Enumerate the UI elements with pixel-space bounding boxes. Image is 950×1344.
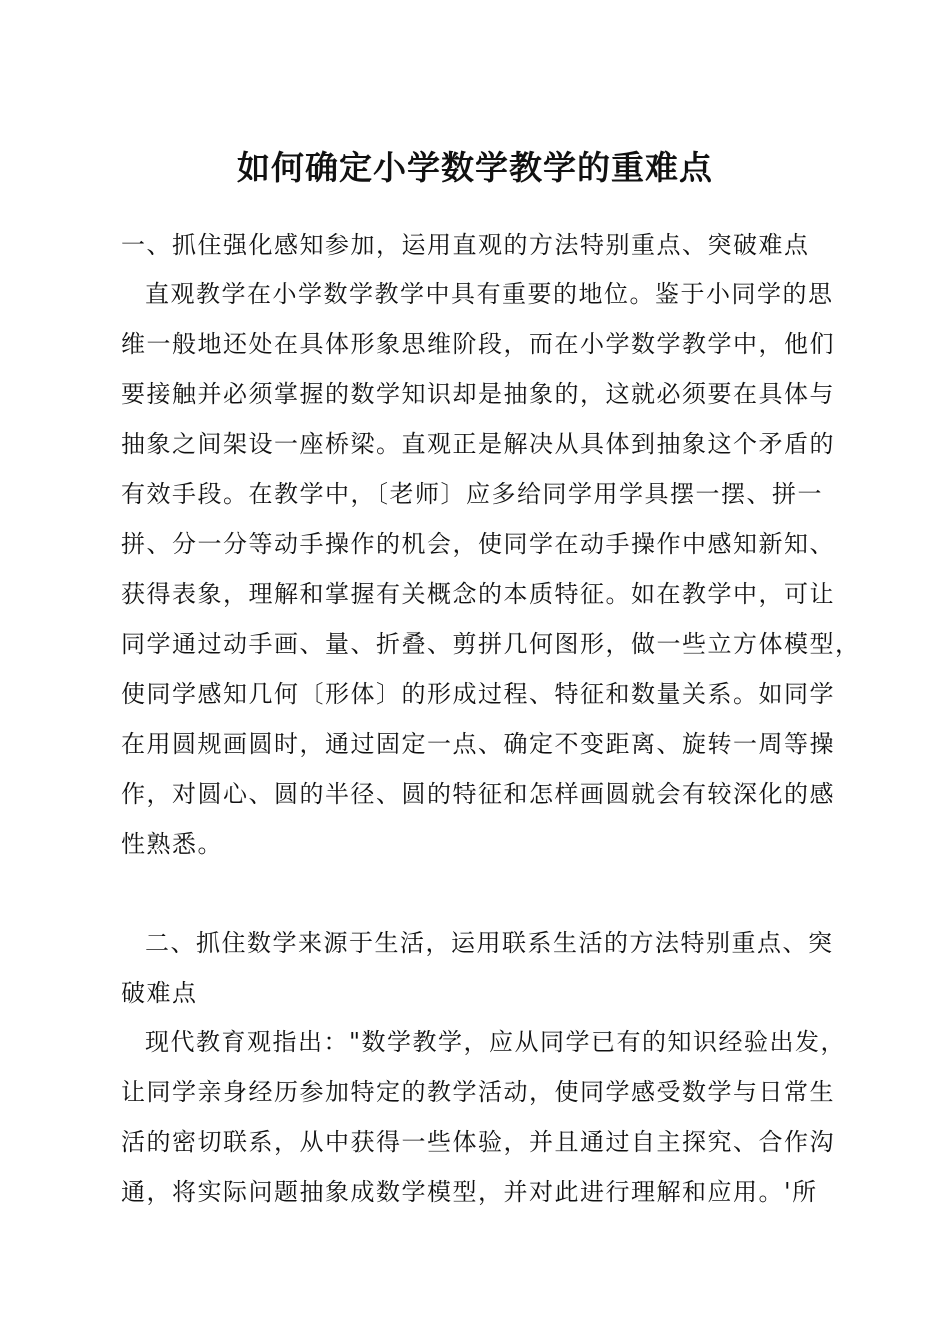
section-2-line-3: 活的密切联系，从中获得一些体验，并且通过自主探究、合作沟 (121, 1128, 835, 1156)
section-2-line-1: 现代教育观指出："数学教学，应从同学已有的知识经验出发， (145, 1028, 847, 1056)
document-title: 如何确定小学数学教学的重难点 (237, 148, 713, 187)
section-1-line-7: 获得表象，理解和掌握有关概念的本质特征。如在教学中，可让 (121, 580, 835, 608)
section-1-line-12: 性熟悉。 (121, 830, 223, 858)
section-1-line-1: 直观教学在小学数学教学中具有重要的地位。鉴于小同学的思 (145, 280, 834, 308)
section-1-line-5: 有效手段。在教学中，〔老师〕应多给同学用学具摆一摆、拼一 (121, 480, 823, 508)
section-2-line-2: 让同学亲身经历参加特定的教学活动，使同学感受数学与日常生 (121, 1078, 835, 1106)
section-1-line-11: 作，对圆心、圆的半径、圆的特征和怎样画圆就会有较深化的感 (121, 780, 835, 808)
section-1-line-4: 抽象之间架设一座桥梁。直观正是解决从具体到抽象这个矛盾的 (121, 430, 835, 458)
section-2-line-4: 通，将实际问题抽象成数学模型，并对此进行理解和应用。'所 (121, 1178, 818, 1206)
section-1-line-8: 同学通过动手画、量、折叠、剪拼几何图形，做一些立方体模型， (121, 630, 861, 658)
section-1-line-9: 使同学感知几何〔形体〕的形成过程、特征和数量关系。如同学 (121, 680, 835, 708)
section-1-line-6: 拼、分一分等动手操作的机会，使同学在动手操作中感知新知、 (121, 530, 835, 558)
section-2-heading-line-1: 二、抓住数学来源于生活，运用联系生活的方法特别重点、突 (145, 929, 834, 957)
section-1-line-3: 要接触并必须掌握的数学知识却是抽象的，这就必须要在具体与 (121, 380, 835, 408)
section-1-line-10: 在用圆规画圆时，通过固定一点、确定不变距离、旋转一周等操 (121, 730, 835, 758)
section-1-heading: 一、抓住强化感知参加，运用直观的方法特别重点、突破难点 (121, 231, 810, 259)
section-2-heading-line-2: 破难点 (121, 979, 198, 1007)
section-1-line-2: 维一般地还处在具体形象思维阶段，而在小学数学教学中，他们 (121, 330, 835, 358)
